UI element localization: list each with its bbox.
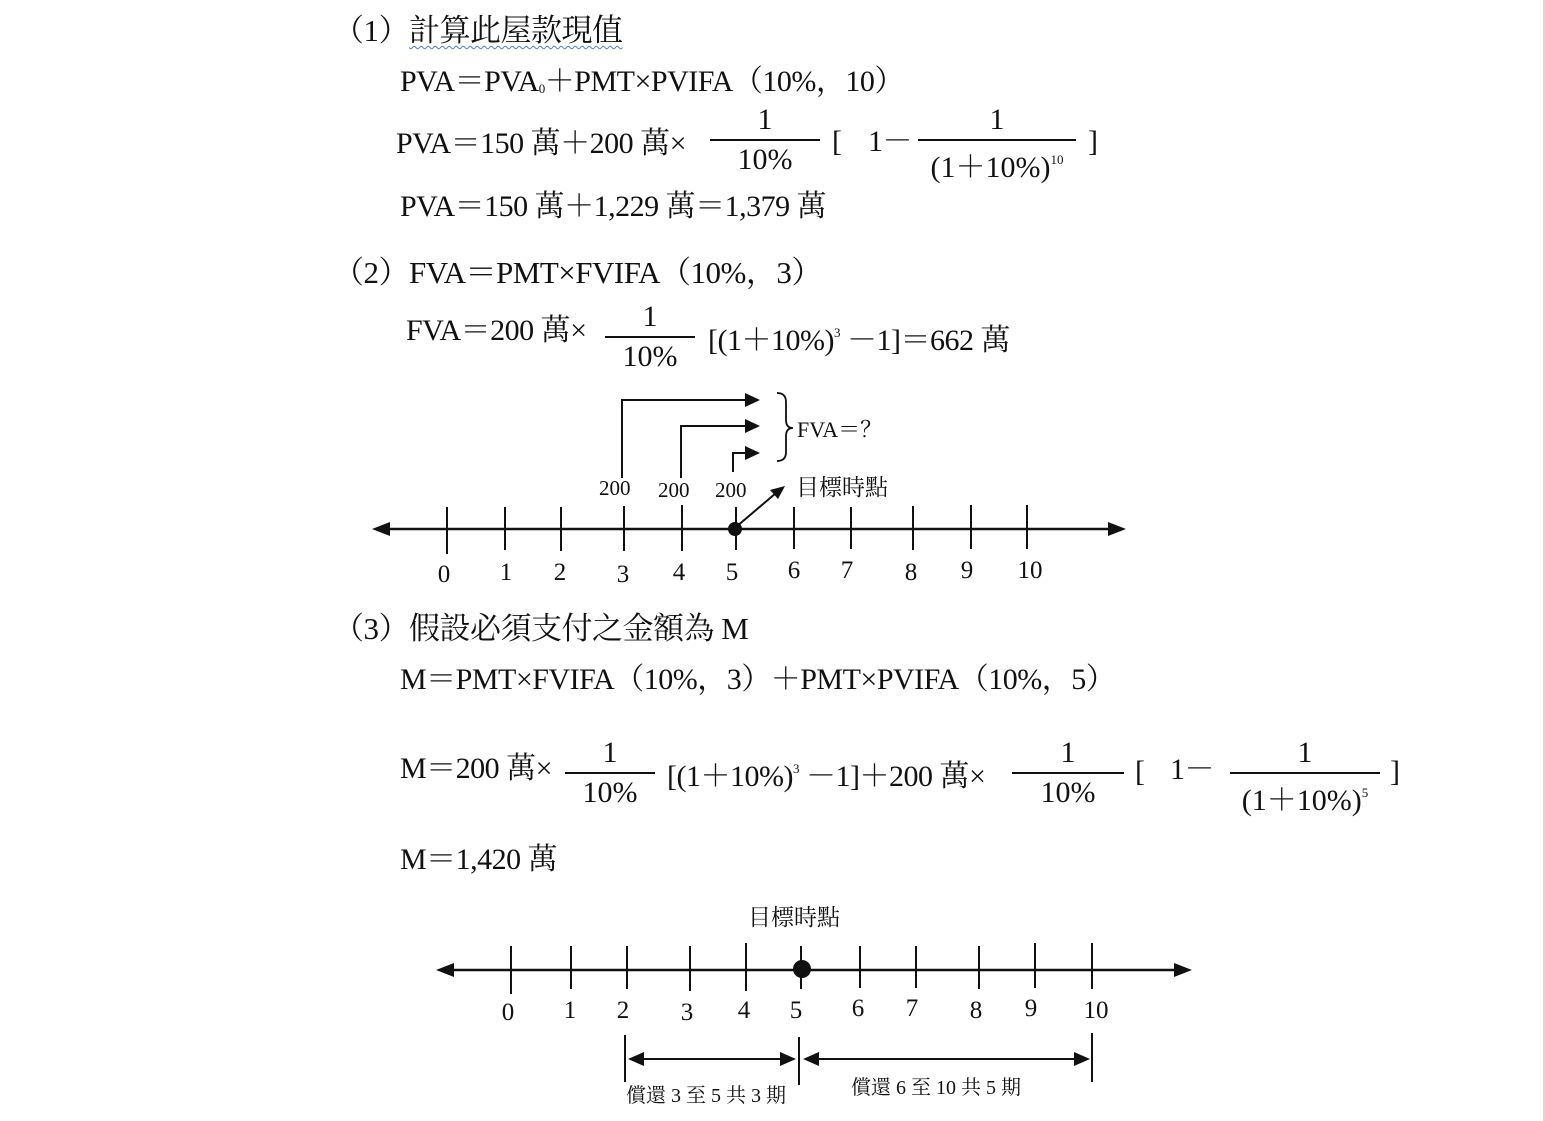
tick-label: 4: [672, 559, 686, 586]
den-base: (1＋10%): [1241, 784, 1362, 817]
formula-text: －1]＋200 萬×: [798, 760, 986, 793]
section2-number: （2）: [333, 255, 409, 290]
formula-text: PVA＝PVA: [400, 65, 539, 98]
tick-label: 5: [789, 997, 803, 1024]
bracket-close: ]: [1088, 125, 1098, 158]
tick-label: 3: [680, 999, 694, 1026]
bracket-open: [: [832, 125, 842, 158]
numerator: 1: [757, 103, 773, 136]
tick-label: 8: [904, 559, 918, 586]
section1-formula-line2-prefix: PVA＝150 萬＋200 萬×: [396, 127, 687, 160]
exponent: 10: [1050, 152, 1064, 167]
formula-text: ＋PMT×PVIFA（10%，10）: [544, 65, 904, 98]
section3-formula-line1: M＝PMT×FVIFA（10%，3）＋PMT×PVIFA（10%，5）: [400, 663, 1116, 696]
numerator: 1: [1060, 736, 1076, 769]
section1-formula-line3: PVA＝150 萬＋1,229 萬＝1,379 萬: [400, 190, 827, 223]
tick-label: 7: [840, 557, 854, 584]
den-base: (1＋10%): [930, 151, 1051, 184]
numerator: 1: [602, 736, 618, 769]
tick-label: 7: [905, 995, 919, 1022]
denominator: 10%: [737, 143, 793, 176]
fva-brace-label: FVA＝？: [797, 417, 883, 442]
tick-label: 2: [553, 559, 567, 586]
tick-label: 0: [437, 561, 451, 588]
tick-label: 1: [499, 559, 513, 586]
subscript: 0: [538, 81, 545, 96]
section3-formula-prefix: M＝200 萬×: [400, 752, 553, 785]
tick-label: 8: [969, 997, 983, 1024]
denominator: 10%: [1040, 776, 1096, 809]
tick-label: 10: [1017, 557, 1043, 584]
formula-text: [(1＋10%): [708, 324, 834, 357]
numerator: 1: [989, 103, 1005, 136]
formula-text: [(1＋10%): [667, 760, 793, 793]
section2-formula-prefix: FVA＝200 萬×: [406, 314, 587, 347]
one-minus: 1－: [1170, 753, 1214, 786]
numerator: 1: [1297, 736, 1313, 769]
tick-label: 1: [563, 997, 577, 1024]
section2-title: FVA＝PMT×FVIFA（10%，3）: [409, 255, 822, 290]
section3-title: 假設必須支付之金額為 M: [409, 611, 749, 646]
payment-amount-period4: 200: [658, 478, 690, 502]
tick-label: 9: [960, 557, 974, 584]
section1-number: （1）: [333, 13, 409, 48]
section1-title: 計算此屋款現值: [409, 13, 623, 48]
tick-label: 10: [1083, 997, 1109, 1024]
repayment-range-1-label: 償還 3 至 5 共 3 期: [626, 1085, 786, 1107]
tick-label: 4: [737, 997, 751, 1024]
tick-label: 6: [787, 557, 801, 584]
exponent: 5: [1361, 785, 1369, 800]
denominator: 10%: [582, 776, 638, 809]
tick-label: 3: [616, 561, 630, 588]
tick-label: 6: [851, 995, 865, 1022]
payment-amount-period3: 200: [599, 476, 631, 500]
numerator: 1: [642, 300, 658, 333]
denominator: 10%: [622, 340, 678, 373]
formula-text: －1]＝662 萬: [839, 324, 1010, 357]
exponent: 3: [833, 325, 840, 340]
tick-label: 0: [501, 999, 515, 1026]
repayment-range-2-label: 償還 6 至 10 共 5 期: [851, 1077, 1021, 1099]
tick-label: 5: [725, 559, 739, 586]
bracket-open: [: [1135, 755, 1145, 788]
one-minus: 1－: [868, 125, 912, 158]
exponent: 3: [792, 761, 799, 776]
target-time-label: 目標時點: [796, 475, 888, 500]
section3-number: （3）: [333, 611, 409, 646]
section3-formula-result: M＝1,420 萬: [400, 843, 558, 876]
target-time-label: 目標時點: [748, 905, 840, 930]
bracket-close: ]: [1390, 755, 1400, 788]
tick-label: 9: [1024, 995, 1038, 1022]
tick-label: 2: [616, 997, 630, 1024]
payment-amount-period5: 200: [715, 478, 747, 502]
